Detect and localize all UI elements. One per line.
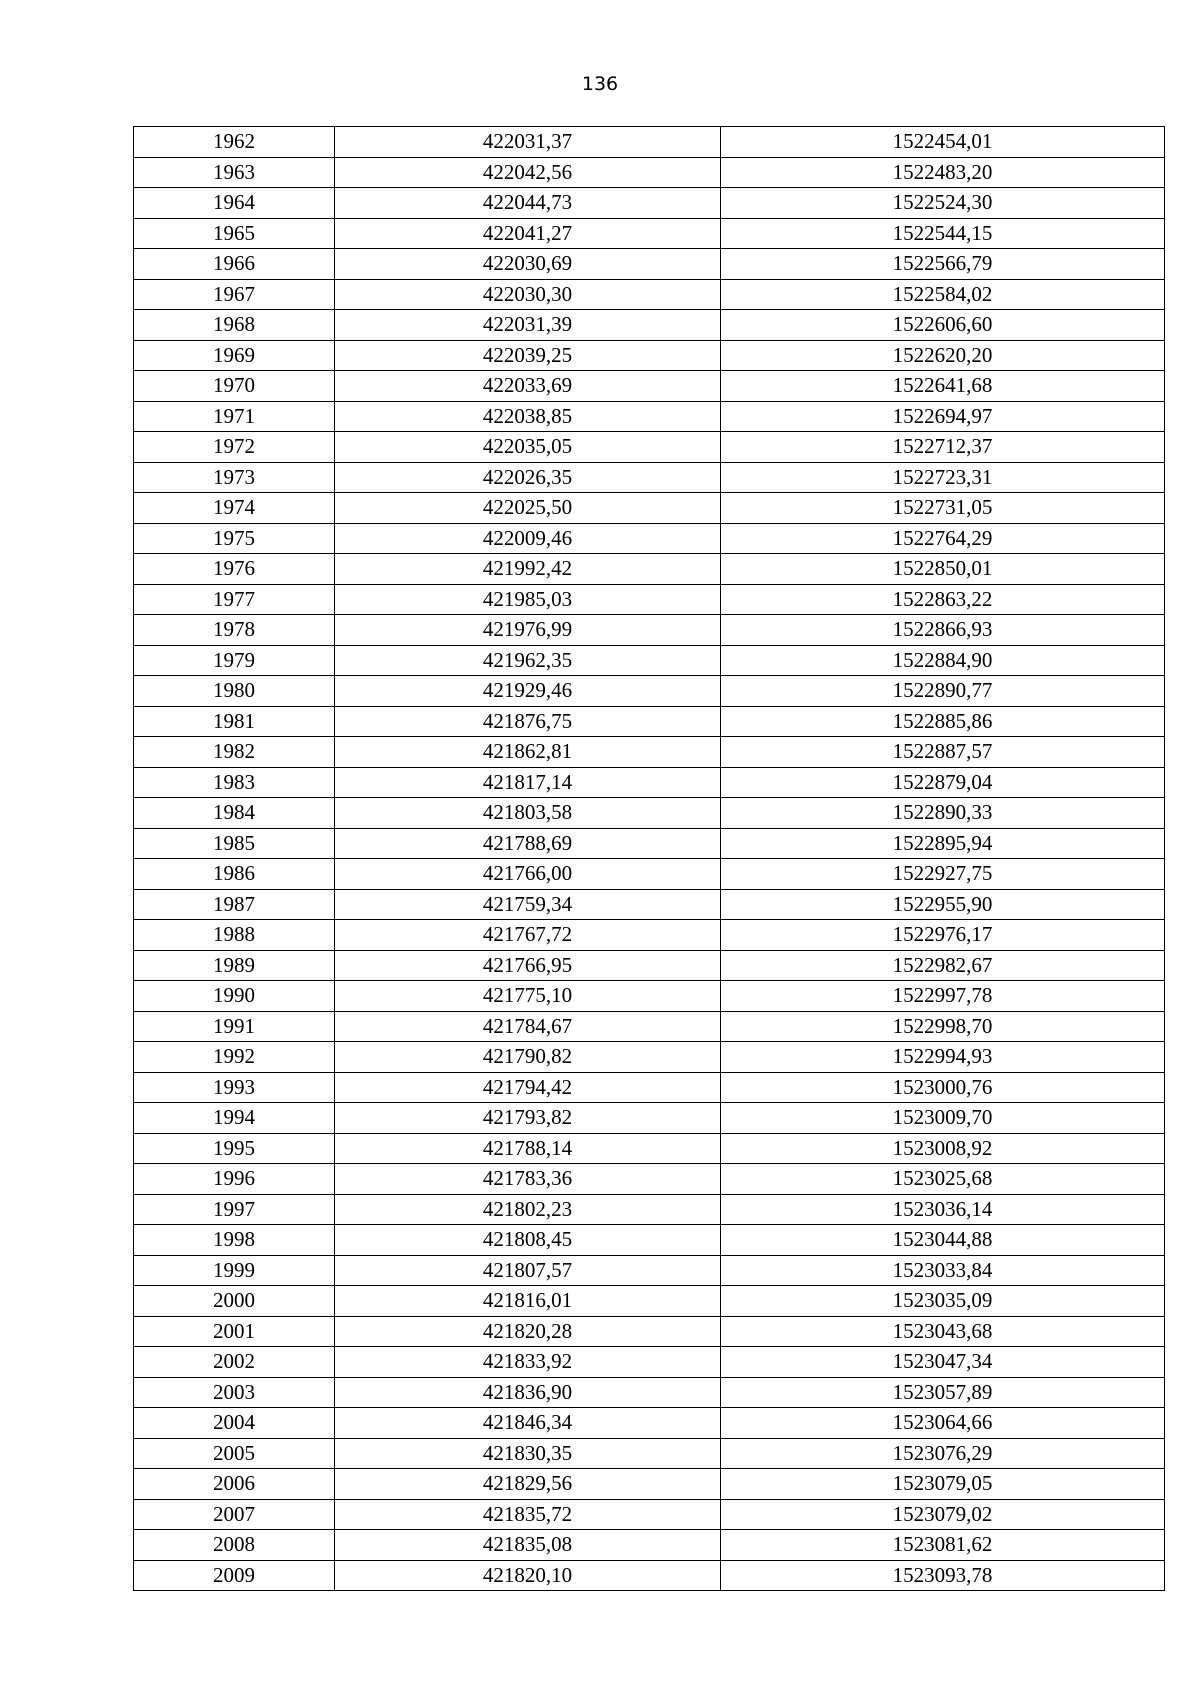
y-coordinate-cell: 1523079,05 [721, 1469, 1165, 1500]
x-coordinate-cell: 422030,69 [335, 249, 721, 280]
point-number-cell: 2006 [134, 1469, 335, 1500]
y-coordinate-cell: 1522890,33 [721, 798, 1165, 829]
y-coordinate-cell: 1522998,70 [721, 1011, 1165, 1042]
y-coordinate-cell: 1522694,97 [721, 401, 1165, 432]
point-number-cell: 1986 [134, 859, 335, 890]
point-number-cell: 1966 [134, 249, 335, 280]
table-row [134, 432, 1165, 463]
table-row [134, 310, 1165, 341]
table-row [134, 1225, 1165, 1256]
table-row [134, 554, 1165, 585]
point-number-cell: 1977 [134, 584, 335, 615]
table-row [134, 1286, 1165, 1317]
point-number-cell: 1979 [134, 645, 335, 676]
y-coordinate-cell: 1522850,01 [721, 554, 1165, 585]
x-coordinate-cell: 421788,69 [335, 828, 721, 859]
x-coordinate-cell: 422039,25 [335, 340, 721, 371]
y-coordinate-cell: 1522641,68 [721, 371, 1165, 402]
x-coordinate-cell: 421833,92 [335, 1347, 721, 1378]
x-coordinate-cell: 421992,42 [335, 554, 721, 585]
y-coordinate-cell: 1522764,29 [721, 523, 1165, 554]
y-coordinate-cell: 1523008,92 [721, 1133, 1165, 1164]
point-number-cell: 1973 [134, 462, 335, 493]
x-coordinate-cell: 421830,35 [335, 1438, 721, 1469]
x-coordinate-cell: 421808,45 [335, 1225, 721, 1256]
table-row [134, 523, 1165, 554]
x-coordinate-cell: 421962,35 [335, 645, 721, 676]
y-coordinate-cell: 1522879,04 [721, 767, 1165, 798]
y-coordinate-cell: 1522955,90 [721, 889, 1165, 920]
coordinates-table-body [134, 127, 1165, 1591]
point-number-cell: 2000 [134, 1286, 335, 1317]
point-number-cell: 1994 [134, 1103, 335, 1134]
table-row [134, 127, 1165, 158]
x-coordinate-cell: 421929,46 [335, 676, 721, 707]
point-number-cell: 2008 [134, 1530, 335, 1561]
x-coordinate-cell: 421846,34 [335, 1408, 721, 1439]
point-number-cell: 1965 [134, 218, 335, 249]
y-coordinate-cell: 1522620,20 [721, 340, 1165, 371]
point-number-cell: 1972 [134, 432, 335, 463]
table-row [134, 1103, 1165, 1134]
x-coordinate-cell: 422044,73 [335, 188, 721, 219]
x-coordinate-cell: 421820,10 [335, 1560, 721, 1591]
table-row [134, 1194, 1165, 1225]
point-number-cell: 1991 [134, 1011, 335, 1042]
table-row [134, 676, 1165, 707]
table-row [134, 188, 1165, 219]
x-coordinate-cell: 422025,50 [335, 493, 721, 524]
point-number-cell: 1998 [134, 1225, 335, 1256]
y-coordinate-cell: 1522885,86 [721, 706, 1165, 737]
y-coordinate-cell: 1522731,05 [721, 493, 1165, 524]
x-coordinate-cell: 421794,42 [335, 1072, 721, 1103]
x-coordinate-cell: 421862,81 [335, 737, 721, 768]
table-row [134, 493, 1165, 524]
point-number-cell: 1978 [134, 615, 335, 646]
point-number-cell: 1983 [134, 767, 335, 798]
table-row [134, 1133, 1165, 1164]
table-row [134, 1408, 1165, 1439]
page-number: 136 [581, 73, 619, 95]
table-row [134, 401, 1165, 432]
y-coordinate-cell: 1522976,17 [721, 920, 1165, 951]
point-number-cell: 1963 [134, 157, 335, 188]
x-coordinate-cell: 421766,95 [335, 950, 721, 981]
point-number-cell: 2004 [134, 1408, 335, 1439]
x-coordinate-cell: 421775,10 [335, 981, 721, 1012]
table-row [134, 706, 1165, 737]
y-coordinate-cell: 1522454,01 [721, 127, 1165, 158]
y-coordinate-cell: 1523076,29 [721, 1438, 1165, 1469]
x-coordinate-cell: 421820,28 [335, 1316, 721, 1347]
point-number-cell: 1981 [134, 706, 335, 737]
y-coordinate-cell: 1523033,84 [721, 1255, 1165, 1286]
y-coordinate-cell: 1522863,22 [721, 584, 1165, 615]
point-number-cell: 1997 [134, 1194, 335, 1225]
point-number-cell: 1967 [134, 279, 335, 310]
y-coordinate-cell: 1522927,75 [721, 859, 1165, 890]
point-number-cell: 1964 [134, 188, 335, 219]
table-row [134, 1347, 1165, 1378]
y-coordinate-cell: 1522566,79 [721, 249, 1165, 280]
x-coordinate-cell: 422009,46 [335, 523, 721, 554]
table-row [134, 462, 1165, 493]
y-coordinate-cell: 1522483,20 [721, 157, 1165, 188]
x-coordinate-cell: 421802,23 [335, 1194, 721, 1225]
table-row [134, 859, 1165, 890]
y-coordinate-cell: 1522890,77 [721, 676, 1165, 707]
table-row [134, 157, 1165, 188]
x-coordinate-cell: 421835,08 [335, 1530, 721, 1561]
point-number-cell: 1982 [134, 737, 335, 768]
table-row [134, 1164, 1165, 1195]
y-coordinate-cell: 1523009,70 [721, 1103, 1165, 1134]
point-number-cell: 1980 [134, 676, 335, 707]
point-number-cell: 2001 [134, 1316, 335, 1347]
y-coordinate-cell: 1523044,88 [721, 1225, 1165, 1256]
point-number-cell: 1969 [134, 340, 335, 371]
x-coordinate-cell: 422026,35 [335, 462, 721, 493]
y-coordinate-cell: 1522997,78 [721, 981, 1165, 1012]
table-row [134, 1469, 1165, 1500]
table-row [134, 645, 1165, 676]
x-coordinate-cell: 421835,72 [335, 1499, 721, 1530]
table-row [134, 1530, 1165, 1561]
point-number-cell: 2009 [134, 1560, 335, 1591]
point-number-cell: 2002 [134, 1347, 335, 1378]
table-row [134, 1255, 1165, 1286]
y-coordinate-cell: 1523079,02 [721, 1499, 1165, 1530]
y-coordinate-cell: 1523043,68 [721, 1316, 1165, 1347]
table-row [134, 798, 1165, 829]
point-number-cell: 1992 [134, 1042, 335, 1073]
y-coordinate-cell: 1523081,62 [721, 1530, 1165, 1561]
table-row [134, 1438, 1165, 1469]
x-coordinate-cell: 421836,90 [335, 1377, 721, 1408]
y-coordinate-cell: 1522994,93 [721, 1042, 1165, 1073]
table-row [134, 218, 1165, 249]
point-number-cell: 1996 [134, 1164, 335, 1195]
table-row [134, 279, 1165, 310]
point-number-cell: 1976 [134, 554, 335, 585]
point-number-cell: 1962 [134, 127, 335, 158]
table-row [134, 767, 1165, 798]
x-coordinate-cell: 421817,14 [335, 767, 721, 798]
table-row [134, 1499, 1165, 1530]
y-coordinate-cell: 1522884,90 [721, 645, 1165, 676]
x-coordinate-cell: 422031,37 [335, 127, 721, 158]
y-coordinate-cell: 1523036,14 [721, 1194, 1165, 1225]
table-row [134, 950, 1165, 981]
y-coordinate-cell: 1522887,57 [721, 737, 1165, 768]
table-row [134, 1560, 1165, 1591]
table-row [134, 249, 1165, 280]
x-coordinate-cell: 422041,27 [335, 218, 721, 249]
point-number-cell: 1995 [134, 1133, 335, 1164]
table-row [134, 1042, 1165, 1073]
point-number-cell: 2003 [134, 1377, 335, 1408]
y-coordinate-cell: 1523000,76 [721, 1072, 1165, 1103]
table-row [134, 371, 1165, 402]
point-number-cell: 2007 [134, 1499, 335, 1530]
table-row [134, 1011, 1165, 1042]
point-number-cell: 1984 [134, 798, 335, 829]
table-row [134, 1316, 1165, 1347]
point-number-cell: 1975 [134, 523, 335, 554]
y-coordinate-cell: 1523064,66 [721, 1408, 1165, 1439]
point-number-cell: 1968 [134, 310, 335, 341]
y-coordinate-cell: 1522524,30 [721, 188, 1165, 219]
y-coordinate-cell: 1523025,68 [721, 1164, 1165, 1195]
table-row [134, 615, 1165, 646]
x-coordinate-cell: 421876,75 [335, 706, 721, 737]
x-coordinate-cell: 422030,30 [335, 279, 721, 310]
x-coordinate-cell: 422033,69 [335, 371, 721, 402]
point-number-cell: 1993 [134, 1072, 335, 1103]
y-coordinate-cell: 1522606,60 [721, 310, 1165, 341]
table-row [134, 828, 1165, 859]
x-coordinate-cell: 421759,34 [335, 889, 721, 920]
table-row [134, 920, 1165, 951]
table-row [134, 889, 1165, 920]
point-number-cell: 1971 [134, 401, 335, 432]
point-number-cell: 1970 [134, 371, 335, 402]
y-coordinate-cell: 1522584,02 [721, 279, 1165, 310]
y-coordinate-cell: 1523057,89 [721, 1377, 1165, 1408]
x-coordinate-cell: 421793,82 [335, 1103, 721, 1134]
coordinates-table [133, 126, 1165, 1591]
x-coordinate-cell: 421807,57 [335, 1255, 721, 1286]
table-row [134, 1072, 1165, 1103]
point-number-cell: 1990 [134, 981, 335, 1012]
x-coordinate-cell: 421766,00 [335, 859, 721, 890]
y-coordinate-cell: 1523093,78 [721, 1560, 1165, 1591]
table-row [134, 737, 1165, 768]
point-number-cell: 2005 [134, 1438, 335, 1469]
point-number-cell: 1999 [134, 1255, 335, 1286]
x-coordinate-cell: 421784,67 [335, 1011, 721, 1042]
x-coordinate-cell: 422038,85 [335, 401, 721, 432]
table-row [134, 981, 1165, 1012]
table-row [134, 1377, 1165, 1408]
y-coordinate-cell: 1522544,15 [721, 218, 1165, 249]
y-coordinate-cell: 1522712,37 [721, 432, 1165, 463]
table-row [134, 584, 1165, 615]
x-coordinate-cell: 422042,56 [335, 157, 721, 188]
y-coordinate-cell: 1522982,67 [721, 950, 1165, 981]
x-coordinate-cell: 421803,58 [335, 798, 721, 829]
point-number-cell: 1985 [134, 828, 335, 859]
point-number-cell: 1989 [134, 950, 335, 981]
x-coordinate-cell: 421788,14 [335, 1133, 721, 1164]
x-coordinate-cell: 421816,01 [335, 1286, 721, 1317]
table-row [134, 340, 1165, 371]
y-coordinate-cell: 1523047,34 [721, 1347, 1165, 1378]
y-coordinate-cell: 1522723,31 [721, 462, 1165, 493]
x-coordinate-cell: 422031,39 [335, 310, 721, 341]
y-coordinate-cell: 1522895,94 [721, 828, 1165, 859]
x-coordinate-cell: 421767,72 [335, 920, 721, 951]
x-coordinate-cell: 421790,82 [335, 1042, 721, 1073]
x-coordinate-cell: 421829,56 [335, 1469, 721, 1500]
x-coordinate-cell: 421985,03 [335, 584, 721, 615]
x-coordinate-cell: 421976,99 [335, 615, 721, 646]
point-number-cell: 1988 [134, 920, 335, 951]
y-coordinate-cell: 1523035,09 [721, 1286, 1165, 1317]
point-number-cell: 1974 [134, 493, 335, 524]
y-coordinate-cell: 1522866,93 [721, 615, 1165, 646]
x-coordinate-cell: 422035,05 [335, 432, 721, 463]
x-coordinate-cell: 421783,36 [335, 1164, 721, 1195]
point-number-cell: 1987 [134, 889, 335, 920]
